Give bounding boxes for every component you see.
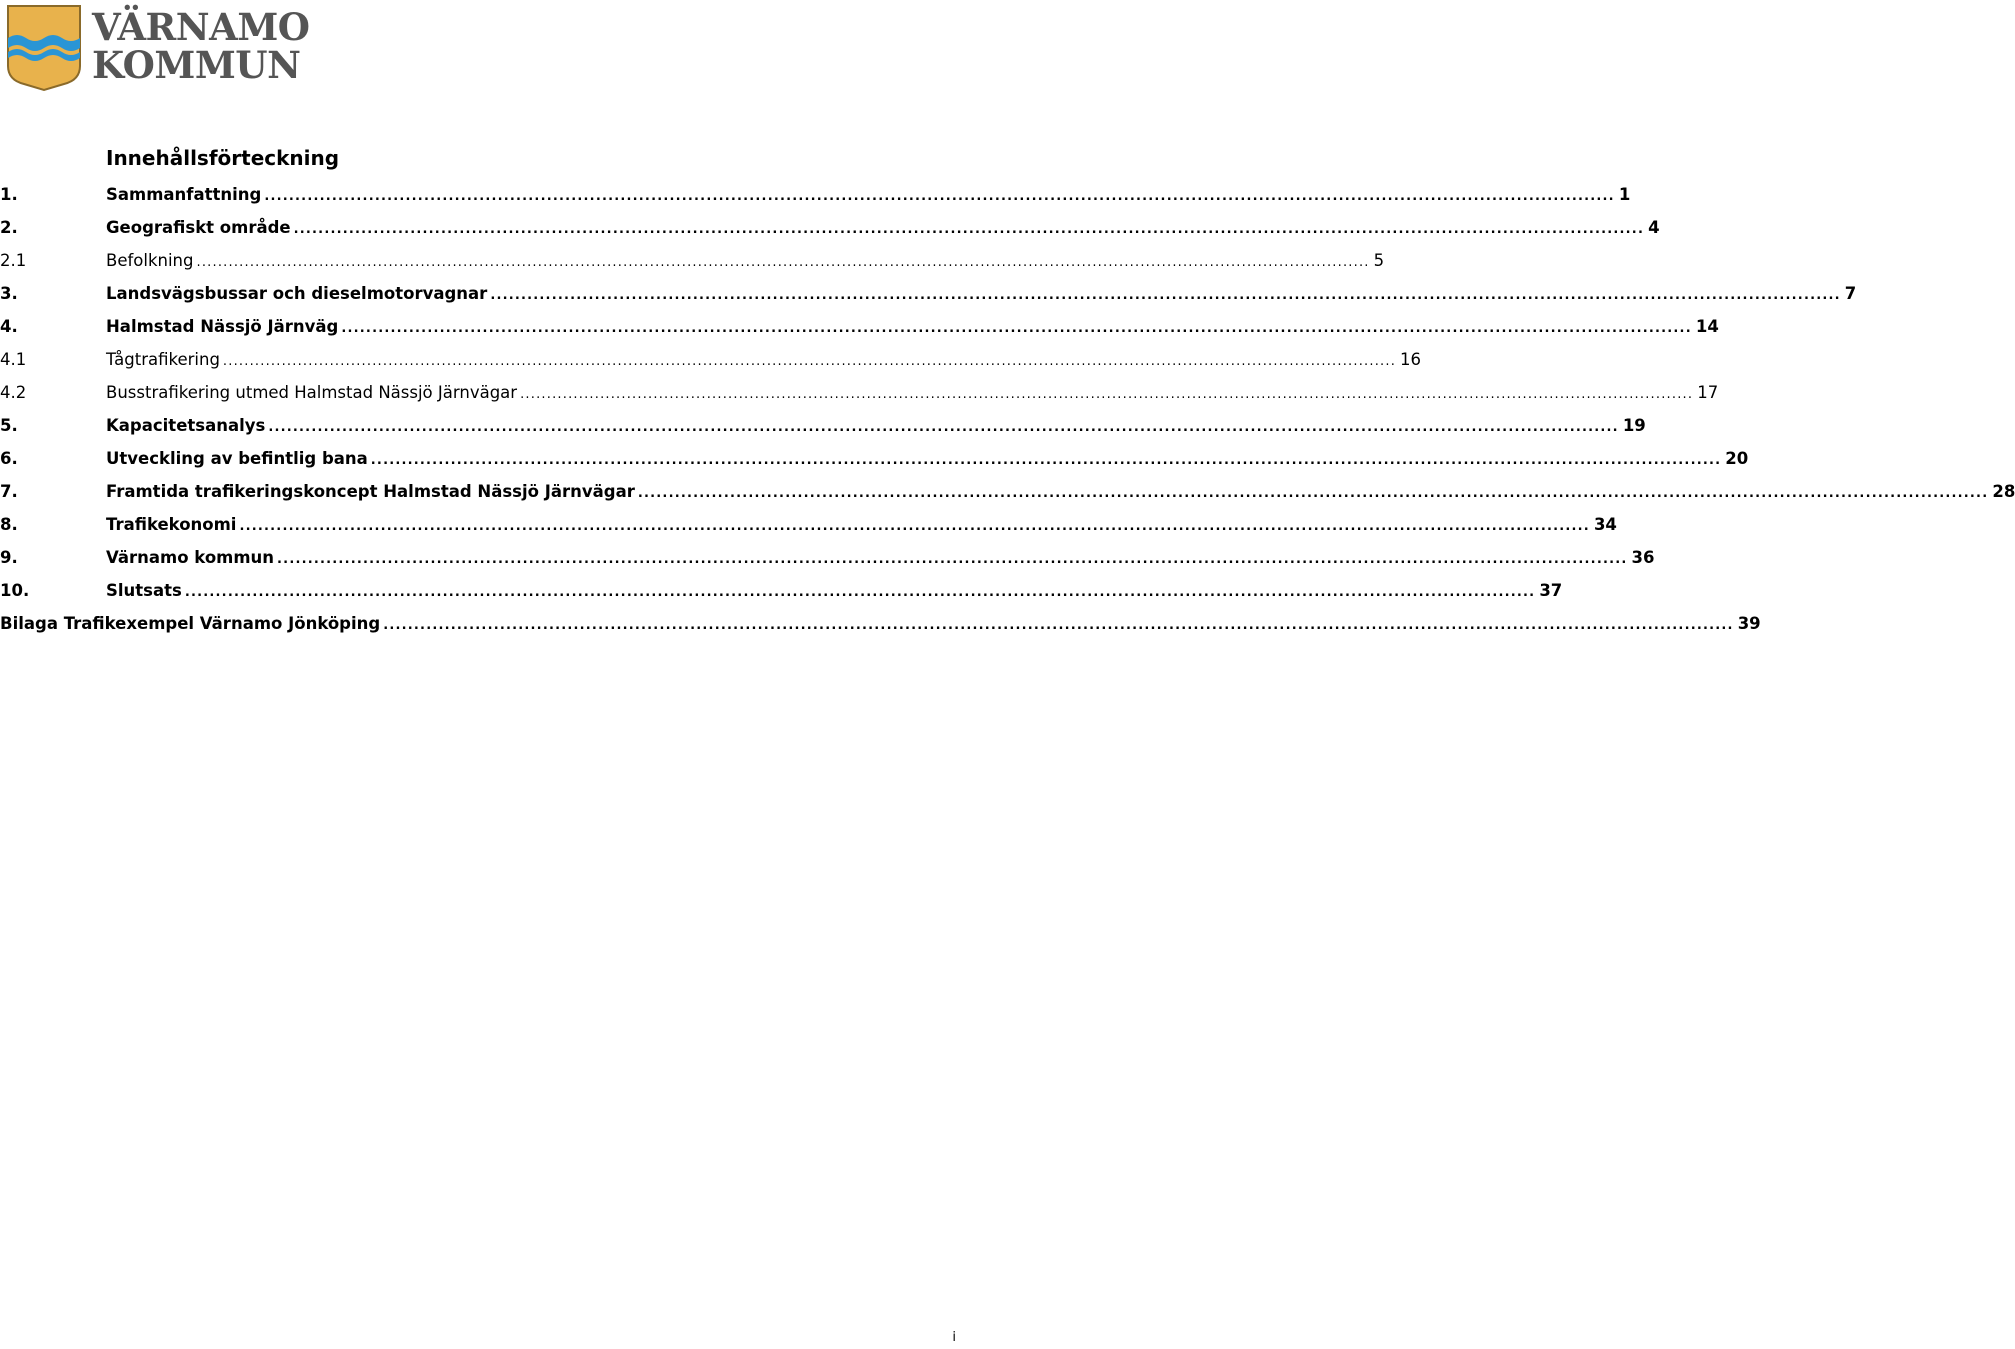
toc-entry-title: Slutsats — [106, 581, 182, 600]
toc-entry-title: Utveckling av befintlig bana — [106, 449, 368, 468]
toc-entry-title: Geografiskt område — [106, 218, 291, 237]
toc-dot-leader: ............................................................................................................................................................................................................................ — [341, 321, 1692, 336]
toc-entry[interactable] — [0, 541, 1655, 574]
toc-entry-page: 16 — [1400, 350, 1422, 369]
toc-dot-leader: ............................................................................................................................................................................................................................ — [264, 189, 1615, 204]
toc-entry-page: 5 — [1373, 251, 1385, 270]
toc-entry-title: Tågtrafikering — [106, 350, 220, 369]
toc-entry-title: Trafikekonomi — [106, 515, 237, 534]
toc-entry[interactable] — [0, 244, 1385, 277]
toc-dot-leader: ............................................................................................................................................................................................................................ — [239, 519, 1590, 534]
toc-entry-page: 34 — [1593, 515, 1617, 534]
toc-entry-page: 1 — [1618, 185, 1631, 204]
toc-entry-page: 28 — [1992, 482, 2015, 501]
toc-entry-title: Busstrafikering utmed Halmstad Nässjö Järnvägar — [106, 383, 518, 402]
toc-entry[interactable] — [0, 607, 1761, 640]
toc-dot-leader: ............................................................................................................................................................................................................................ — [637, 486, 1989, 501]
toc-entry[interactable] — [0, 574, 1563, 607]
toc-entry[interactable] — [0, 211, 1660, 244]
toc-entry-number: 1. — [0, 185, 18, 204]
toc-dot-leader: ............................................................................................................................................................................................................................ — [520, 387, 1694, 402]
table-of-contents — [0, 178, 2015, 640]
toc-entry-page: 19 — [1622, 416, 1646, 435]
toc-entry[interactable] — [0, 442, 1749, 475]
toc-entry-title: Kapacitetsanalys — [106, 416, 266, 435]
toc-entry-title: Värnamo kommun — [106, 548, 275, 567]
logo-wordmark — [92, 5, 310, 87]
toc-entry-page: 7 — [1844, 284, 1857, 303]
toc-entry-page: 36 — [1631, 548, 1655, 567]
municipality-logo — [6, 4, 310, 94]
toc-entry[interactable] — [0, 475, 2015, 508]
toc-dot-leader: ............................................................................................................................................................................................................................ — [222, 354, 1397, 369]
toc-entry-page: 14 — [1695, 317, 1719, 336]
toc-entry-page: 39 — [1737, 614, 1761, 633]
toc-entry[interactable] — [0, 178, 1631, 211]
toc-dot-leader: ............................................................................................................................................................................................................................ — [490, 288, 1841, 303]
toc-dot-leader: ............................................................................................................................................................................................................................ — [196, 255, 1370, 270]
toc-entry-number: 5. — [0, 416, 18, 435]
toc-entry-number: 6. — [0, 449, 18, 468]
toc-entry-number: 4.2 — [0, 383, 27, 402]
toc-entry-number: 3. — [0, 284, 18, 303]
toc-dot-leader: ............................................................................................................................................................................................................................ — [293, 222, 1645, 237]
toc-entry-page: 17 — [1697, 383, 1719, 402]
toc-entry-page: 20 — [1725, 449, 1749, 468]
toc-entry-page: 37 — [1539, 581, 1563, 600]
toc-dot-leader: ............................................................................................................................................................................................................................ — [370, 453, 1722, 468]
logo-line-2: KOMMUN — [92, 43, 301, 87]
toc-entry-number: 7. — [0, 482, 18, 501]
toc-entry[interactable] — [0, 409, 1646, 442]
toc-entry-title: Sammanfattning — [106, 185, 262, 204]
page-number: i — [952, 1330, 956, 1345]
logo-line-1: VÄRNAMO — [92, 5, 310, 49]
toc-entry-title: Befolkning — [106, 251, 194, 270]
toc-dot-leader: ............................................................................................................................................................................................................................ — [184, 585, 1536, 600]
toc-dot-leader: ............................................................................................................................................................................................................................ — [383, 618, 1734, 633]
toc-entry[interactable] — [0, 277, 1857, 310]
toc-entry-number: 2. — [0, 218, 18, 237]
toc-entry-page: 4 — [1648, 218, 1660, 237]
toc-dot-leader: ............................................................................................................................................................................................................................ — [277, 552, 1628, 567]
toc-entry-number: 10. — [0, 581, 30, 600]
coat-of-arms-icon — [6, 4, 82, 92]
toc-entry-number: 9. — [0, 548, 18, 567]
toc-entry[interactable] — [0, 508, 1617, 541]
toc-entry-title: Halmstad Nässjö Järnväg — [106, 317, 339, 336]
toc-entry-title: Framtida trafikeringskoncept Halmstad Nässjö Järnvägar — [106, 482, 635, 501]
toc-dot-leader: ............................................................................................................................................................................................................................ — [268, 420, 1619, 435]
toc-entry-title: Landsvägsbussar och dieselmotorvagnar — [106, 284, 488, 303]
toc-entry-number: 2.1 — [0, 251, 27, 270]
toc-entry[interactable] — [0, 310, 1719, 343]
toc-entry[interactable] — [0, 376, 1719, 409]
toc-entry-number: 4.1 — [0, 350, 27, 369]
toc-entry[interactable] — [0, 343, 1422, 376]
toc-entry-title: Bilaga Trafikexempel Värnamo Jönköping — [0, 614, 381, 633]
toc-title: Innehållsförteckning — [106, 146, 340, 170]
toc-entry-number: 4. — [0, 317, 18, 336]
toc-entry-number: 8. — [0, 515, 18, 534]
